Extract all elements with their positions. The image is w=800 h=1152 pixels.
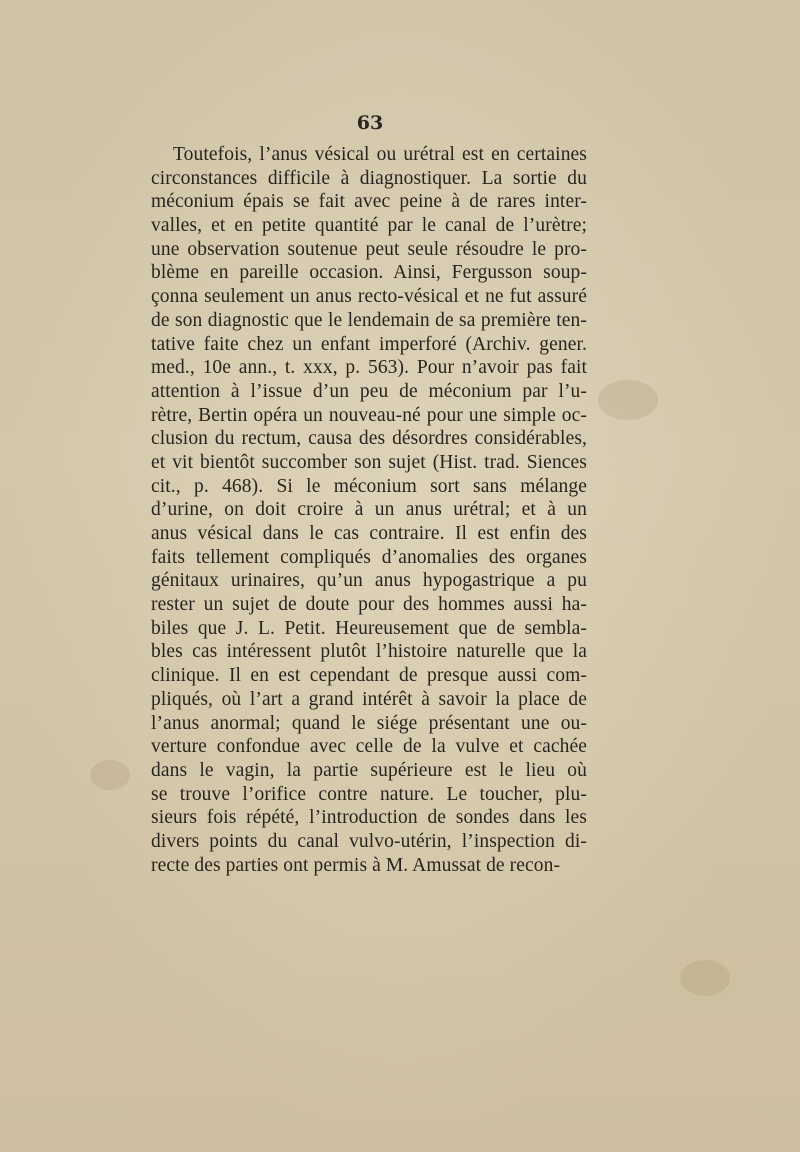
text-line: clusion du rectum, causa des désordres considérables,: [151, 428, 587, 450]
text-line: Toutefois, l’anus vésical ou urétral est en certaines: [173, 144, 587, 165]
text-line: sieurs fois répété, l’introduction de sondes dans les: [151, 807, 587, 829]
text-line: de son diagnostic que le lendemain de sa première ten-: [151, 309, 587, 331]
paper-stain: [680, 960, 730, 996]
text-line: méconium épais se fait avec peine à de rares inter-: [151, 191, 587, 213]
text-line: attention à l’issue d’un peu de méconium par l’u-: [151, 380, 587, 402]
text-line: l’anus anormal; quand le siége présentant une ou-: [151, 712, 587, 734]
text-line: d’urine, on doit croire à un anus urétral; et à un: [151, 499, 587, 521]
text-line: bles cas intéressent plutôt l’histoire naturelle que la: [151, 641, 587, 663]
text-line: génitaux urinaires, qu’un anus hypogastrique a pu: [151, 570, 587, 592]
text-line: tative faite chez un enfant imperforé (Archiv. gener.: [151, 333, 587, 355]
text-line: et vit bientôt succomber son sujet (Hist. trad. Siences: [151, 451, 587, 473]
paper-stain: [90, 760, 130, 790]
text-line: verture confondue avec celle de la vulve et cachée: [151, 736, 587, 758]
text-line: çonna seulement un anus recto-vésical et ne fut assuré: [151, 286, 587, 308]
page-number: 63: [356, 112, 384, 134]
text-line: rester un sujet de doute pour des hommes aussi ha-: [151, 594, 587, 616]
text-line: faits tellement compliqués d’anomalies des organes: [151, 546, 587, 568]
text-line: cit., p. 468). Si le méconium sort sans mélange: [151, 475, 587, 497]
text-line: med., 10e ann., t. xxx, p. 563). Pour n’avoir pas fait: [151, 357, 587, 379]
paper-stain: [598, 380, 658, 420]
text-line: dans le vagin, la partie supérieure est le lieu où: [151, 759, 587, 781]
text-line: rètre, Bertin opéra un nouveau-né pour une simple oc-: [151, 404, 587, 426]
text-line: recte des parties ont permis à M. Amussat de recon-: [151, 854, 561, 876]
text-line: biles que J. L. Petit. Heureusement que de sembla-: [151, 617, 587, 639]
text-line: anus vésical dans le cas contraire. Il est enfin des: [151, 523, 587, 544]
body-text: [151, 143, 587, 877]
text-line: blème en pareille occasion. Ainsi, Fergusson soup-: [151, 262, 587, 284]
text-line: une observation soutenue peut seule résoudre le pro-: [151, 238, 587, 260]
text-line: divers points du canal vulvo-utérin, l’inspection di-: [151, 830, 587, 852]
text-line: circonstances difficile à diagnostiquer. La sortie du: [151, 167, 587, 189]
text-line: valles, et en petite quantité par le canal de l’urètre;: [151, 215, 587, 237]
text-line: se trouve l’orifice contre nature. Le toucher, plu-: [151, 783, 587, 805]
text-line: clinique. Il en est cependant de presque aussi com-: [151, 665, 587, 687]
text-line: pliqués, où l’art a grand intérêt à savoir la place de: [151, 688, 587, 710]
